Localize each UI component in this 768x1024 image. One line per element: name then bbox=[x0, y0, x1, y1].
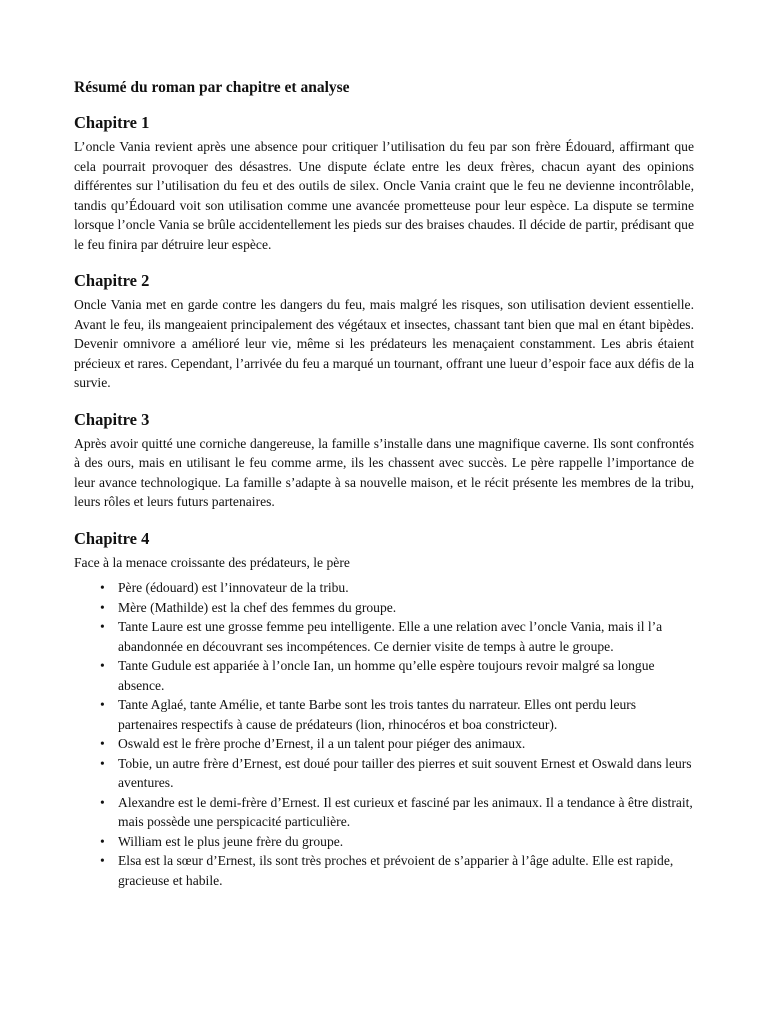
chapter-1-text: L’oncle Vania revient après une absence pour critiquer l’utilisation du feu par son frère Édouard, affirmant que cela pourrait provoquer des désastres. Une dispute éclate entre les deux frères, chacun ayant des opinions différentes sur l’utilisation du feu et des outils de silex. Oncle Vania craint que le feu ne devienne incontrôlable, tandis qu’Édouard voit son utilisation comme une avancée prometteuse pour leur espèce. La dispute se termine lorsque l’oncle Vania se brûle accidentellement les pieds sur des braises chaudes. Il décide de partir, prédisant que le feu finira par détruire leur espèce. bbox=[74, 139, 694, 252]
list-item-text: Oswald est le frère proche d’Ernest, il a un talent pour piéger des animaux. bbox=[118, 736, 526, 751]
chapter-3-heading: Chapitre 3 bbox=[74, 409, 150, 429]
list-item bbox=[100, 598, 694, 618]
bullet-icon: • bbox=[100, 833, 105, 849]
character-list bbox=[74, 578, 694, 890]
list-item-text: Tante Aglaé, tante Amélie, et tante Barbe sont les trois tantes du narrateur. Elles ont perdu leurs partenaires respectifs à cause de prédateurs (lion, rhinocéros et boa constricteur). bbox=[118, 697, 637, 732]
list-item bbox=[100, 578, 694, 598]
chapter-3-text: Après avoir quitté une corniche dangereuse, la famille s’installe dans une magnifique caverne. Ils sont confrontés à des ours, mais en utilisant le feu comme arme, ils les chassent avec succès. Le père rappelle l’importance de leur avance technologique. La famille s’adapte à sa nouvelle maison, et le récit présente les membres de la tribu, leurs rôles et leurs futurs partenaires. bbox=[74, 435, 694, 509]
list-item-text: Tobie, un autre frère d’Ernest, est doué pour tailler des pierres et suit souvent Ernest et Oswald dans leurs aventures. bbox=[118, 755, 692, 790]
list-item bbox=[100, 695, 694, 734]
list-item-text: Elsa est la sœur d’Ernest, ils sont très proches et prévoient de s’apparier à l’âge adulte. Elle est rapide, gracieuse et habile. bbox=[118, 853, 674, 888]
list-item bbox=[100, 793, 694, 832]
chapter-2-text: Oncle Vania met en garde contre les dangers du feu, mais malgré les risques, son utilisation devient essentielle. Avant le feu, ils mangeaient principalement des végétaux et insectes, chassant tant bien que mal en étant bipèdes. Devenir omnivore a amélioré leur vie, même si les prédateurs les menaçaient constamment. Les abris étaient précieux et rares. Cependant, l’arrivée du feu a marqué un tournant, offrant une lueur d’espoir face aux défis de la survie. bbox=[74, 297, 694, 390]
document-title: Résumé du roman par chapitre et analyse bbox=[74, 79, 350, 96]
bullet-icon: • bbox=[100, 853, 105, 868]
list-item-text: Mère (Mathilde) est la chef des femmes du groupe. bbox=[118, 599, 397, 615]
bullet-icon: • bbox=[100, 619, 105, 634]
chapter-2-heading: Chapitre 2 bbox=[74, 271, 150, 290]
list-item bbox=[100, 734, 694, 754]
list-item bbox=[100, 832, 694, 852]
bullet-icon: • bbox=[100, 736, 105, 751]
list-item bbox=[100, 656, 694, 695]
bullet-icon: • bbox=[100, 697, 105, 712]
list-item-text: William est le plus jeune frère du groupe. bbox=[118, 833, 344, 849]
list-item bbox=[100, 617, 694, 656]
list-item-text: Tante Gudule est appariée à l’oncle Ian, un homme qu’elle espère toujours revoir malgré sa longue absence. bbox=[118, 658, 655, 693]
list-item bbox=[100, 851, 694, 890]
list-item bbox=[100, 754, 694, 793]
bullet-icon: • bbox=[100, 599, 105, 615]
list-item-text: Tante Laure est une grosse femme peu intelligente. Elle a une relation avec l’oncle Vania, mais il l’a abandonnée en découvrant ses incompétences. Ce dernier visite de temps à autre le groupe. bbox=[118, 619, 663, 654]
bullet-icon: • bbox=[100, 794, 105, 810]
list-item-text: Père (édouard) est l’innovateur de la tribu. bbox=[118, 580, 349, 595]
bullet-icon: • bbox=[100, 658, 105, 673]
document-page bbox=[74, 78, 694, 890]
bullet-icon: • bbox=[100, 755, 105, 771]
list-item-text: Alexandre est le demi-frère d’Ernest. Il est curieux et fasciné par les animaux. Il a tendance à être distrait, mais possède une perspicacité particulière. bbox=[118, 794, 693, 829]
chapter-4-heading: Chapitre 4 bbox=[74, 528, 150, 548]
chapter-1-heading: Chapitre 1 bbox=[74, 113, 150, 132]
bullet-icon: • bbox=[100, 580, 105, 595]
chapter-4-intro: Face à la menace croissante des prédateurs, le père bbox=[74, 554, 350, 570]
